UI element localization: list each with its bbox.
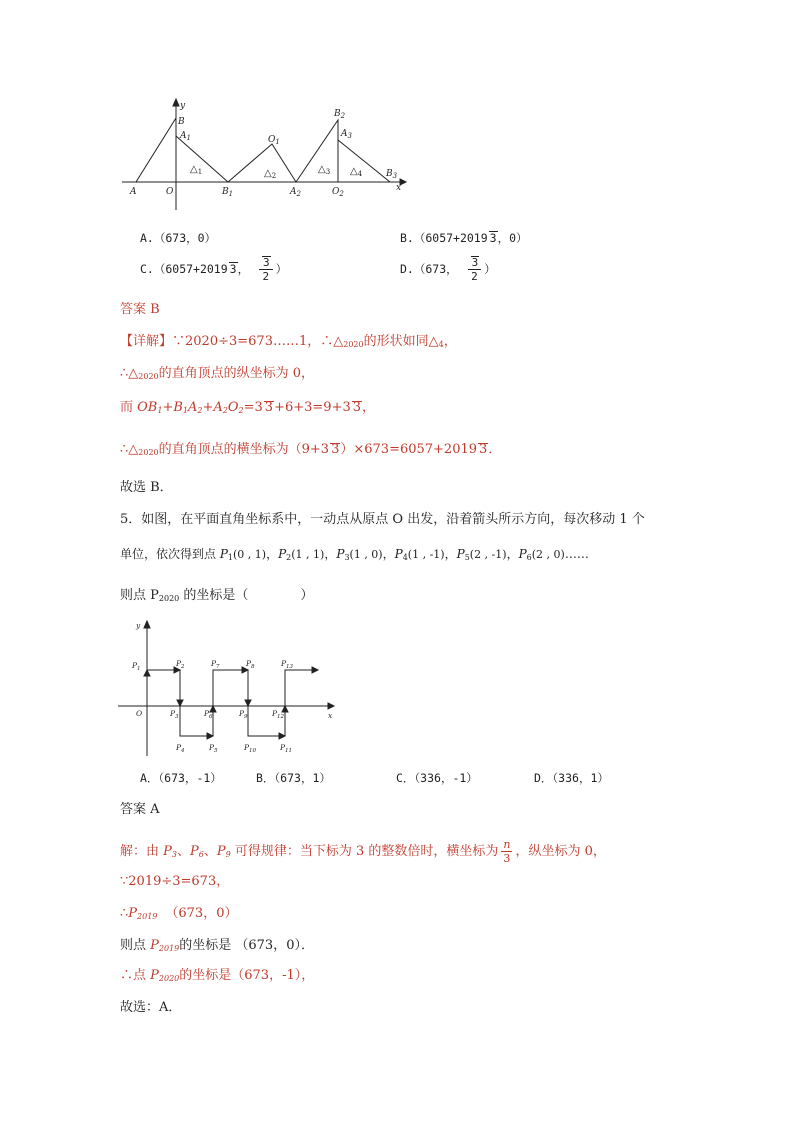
fig1-O1-label: $O_1$ xyxy=(268,135,280,146)
P5-label: $P_5$ xyxy=(209,743,218,754)
q4-option-a: A.（673，0） xyxy=(140,231,217,245)
q4-detail-line3: 而 $OB_1+B_1A_2+A_2O_2=3$ 3+6+3=9+3 3， xyxy=(120,400,376,415)
triangle-delta2 xyxy=(228,144,296,182)
q5-option-b: B．（673，1） xyxy=(256,771,331,785)
q4-option-d: D.（673， $\frac{3}{2}$ ） xyxy=(400,256,496,283)
delta2-label: $\triangle_2$ xyxy=(264,168,277,180)
delta4-label: $\triangle_4$ xyxy=(350,166,363,178)
q5-solution-line6: 故选：A． xyxy=(120,1000,182,1015)
P2-label: $P_2$ xyxy=(176,659,185,670)
P10-label: $P_{10}$ xyxy=(244,743,257,754)
fig1-O2-label: $O_2$ xyxy=(332,187,344,198)
fig2-x-label: x xyxy=(328,711,333,720)
q5-solution-line3: $\therefore P_{2019}$ （673，0） xyxy=(120,906,238,921)
fraction: $\frac{n}{3}$ xyxy=(503,838,511,865)
fig2-y-label: y xyxy=(136,621,141,630)
triangle-0 xyxy=(136,118,176,182)
q4-conclusion: 故选 B． xyxy=(120,480,173,495)
fig2-path xyxy=(147,670,318,736)
fraction: $\frac{3}{2}$ xyxy=(259,256,273,283)
sqrt-symbol: 3 xyxy=(489,231,497,245)
step-path-figure xyxy=(118,618,338,758)
fraction: $\frac{3}{2}$ xyxy=(468,256,482,283)
delta1-label: $\triangle_1$ xyxy=(190,164,203,176)
arrowhead xyxy=(177,700,183,706)
y-axis-arrow xyxy=(173,99,179,106)
point-6: $P_6(2$ , 0) xyxy=(518,547,565,562)
fig1-B1-label: $B_1$ xyxy=(222,187,234,198)
q5-line1: 5．如图，在平面直角坐标系中，一动点从原点 O 出发，沿着箭头所示方向，每次移动 1 个 xyxy=(120,512,645,527)
fig2-y-arrow xyxy=(144,621,150,628)
fig1-A3-label: $A_3$ xyxy=(341,129,352,140)
fig1-B3-label: $B_3$ xyxy=(386,169,398,180)
P1-label: $P_1$ xyxy=(132,661,141,672)
fig1-B2-label: $B_2$ xyxy=(334,109,346,120)
q5-line3: 则点 $P_{2020}$ 的坐标是（ ） xyxy=(120,588,314,603)
delta3-label: $\triangle_3$ xyxy=(318,164,331,176)
fig1-O-label: O xyxy=(166,187,174,197)
P7-label: $P_7$ xyxy=(211,659,220,670)
arrowhead xyxy=(210,706,216,712)
P13-label: $P_{13}$ xyxy=(281,659,294,670)
q5-answer: 答案 A xyxy=(120,802,160,817)
P8-label: $P_8$ xyxy=(246,659,255,670)
fig1-A1-label: $A_1$ xyxy=(180,131,191,142)
q4-detail-line4: $\therefore\triangle_{2020}$的直角顶点的横坐标为（9+3 3）×673=6057+2019 3． xyxy=(120,442,502,457)
q5-solution-line4: 则点 $P_{2019}$的坐标是 （673，0）． xyxy=(120,938,314,953)
q4-detail-line2: $\therefore\triangle_{2020}$的直角顶点的纵坐标为 0， xyxy=(120,366,315,381)
P6-label: $P_6$ xyxy=(204,709,213,720)
fig2-O-label: O xyxy=(136,709,143,718)
arrowhead xyxy=(207,733,213,739)
arrowhead xyxy=(312,667,318,673)
arrowhead xyxy=(245,700,251,706)
P12-label: $P_{12}$ xyxy=(272,709,285,720)
point-4: $P_4(1$ , -1) xyxy=(394,547,445,562)
point-5: $P_5(2$ , -1) xyxy=(456,547,507,562)
q5-option-c: C．（336，-1） xyxy=(396,771,478,785)
P11-label: $P_{11}$ xyxy=(280,743,293,754)
P9-label: $P_9$ xyxy=(239,709,248,720)
arrowhead xyxy=(282,706,288,712)
fig2-x-arrow xyxy=(328,703,334,709)
q5-option-a: A．（673，-1） xyxy=(140,771,222,785)
q4-answer: 答案 B xyxy=(120,302,160,317)
q5-option-d: D．（336，1） xyxy=(534,771,609,785)
point-2: $P_2(1$ , 1) xyxy=(278,547,325,562)
triangle-delta3 xyxy=(296,120,338,182)
q5-line2: 单位，依次得到点 $P_1(0$ , 1)，$P_2(1$ , 1)，$P_3(1$ , 0)，$P_4(1$ , -1)，$P_5(2$ , -1)，$P_6(2$ , 0)…… xyxy=(120,547,589,562)
triangle-figure xyxy=(120,96,410,214)
arrowhead xyxy=(144,670,150,676)
fig1-x-label: x xyxy=(396,183,402,193)
P4-label: $P_4$ xyxy=(176,743,185,754)
fig1-A-label: A xyxy=(130,187,137,197)
P3-label: $P_3$ xyxy=(170,709,179,720)
q4-detail-line1: 【详解】∵2020÷3=673……1，$\therefore\triangle_{2020}$的形状如同$\triangle_4$， xyxy=(120,334,457,349)
fig1-y-label: y xyxy=(180,101,186,111)
point-3: $P_3(1$ , 0) xyxy=(336,547,383,562)
fig1-A2-label: $A_2$ xyxy=(290,187,301,198)
q5-solution-line1: 解：由 $P_3$、$P_6$、$P_9$ 可得规律：当下标为 3 的整数倍时，横坐标为 $\frac{n}{3}$ ，纵坐标为 0， xyxy=(120,838,606,865)
fig1-B-label: B xyxy=(178,117,185,127)
q4-option-b: B.（6057+2019 3，0） xyxy=(400,231,528,245)
point-1: $P_1(0$ , 1) xyxy=(219,547,267,562)
q5-solution-line5: ∴点 $P_{2020}$的坐标是（673，-1）， xyxy=(120,968,315,983)
triangle-delta4 xyxy=(338,140,390,182)
q4-option-c: C.（6057+2019 3， $\frac{3}{2}$ ） xyxy=(140,256,288,283)
q5-solution-line2: ∵2019÷3=673， xyxy=(120,874,230,889)
arrowhead xyxy=(279,733,285,739)
